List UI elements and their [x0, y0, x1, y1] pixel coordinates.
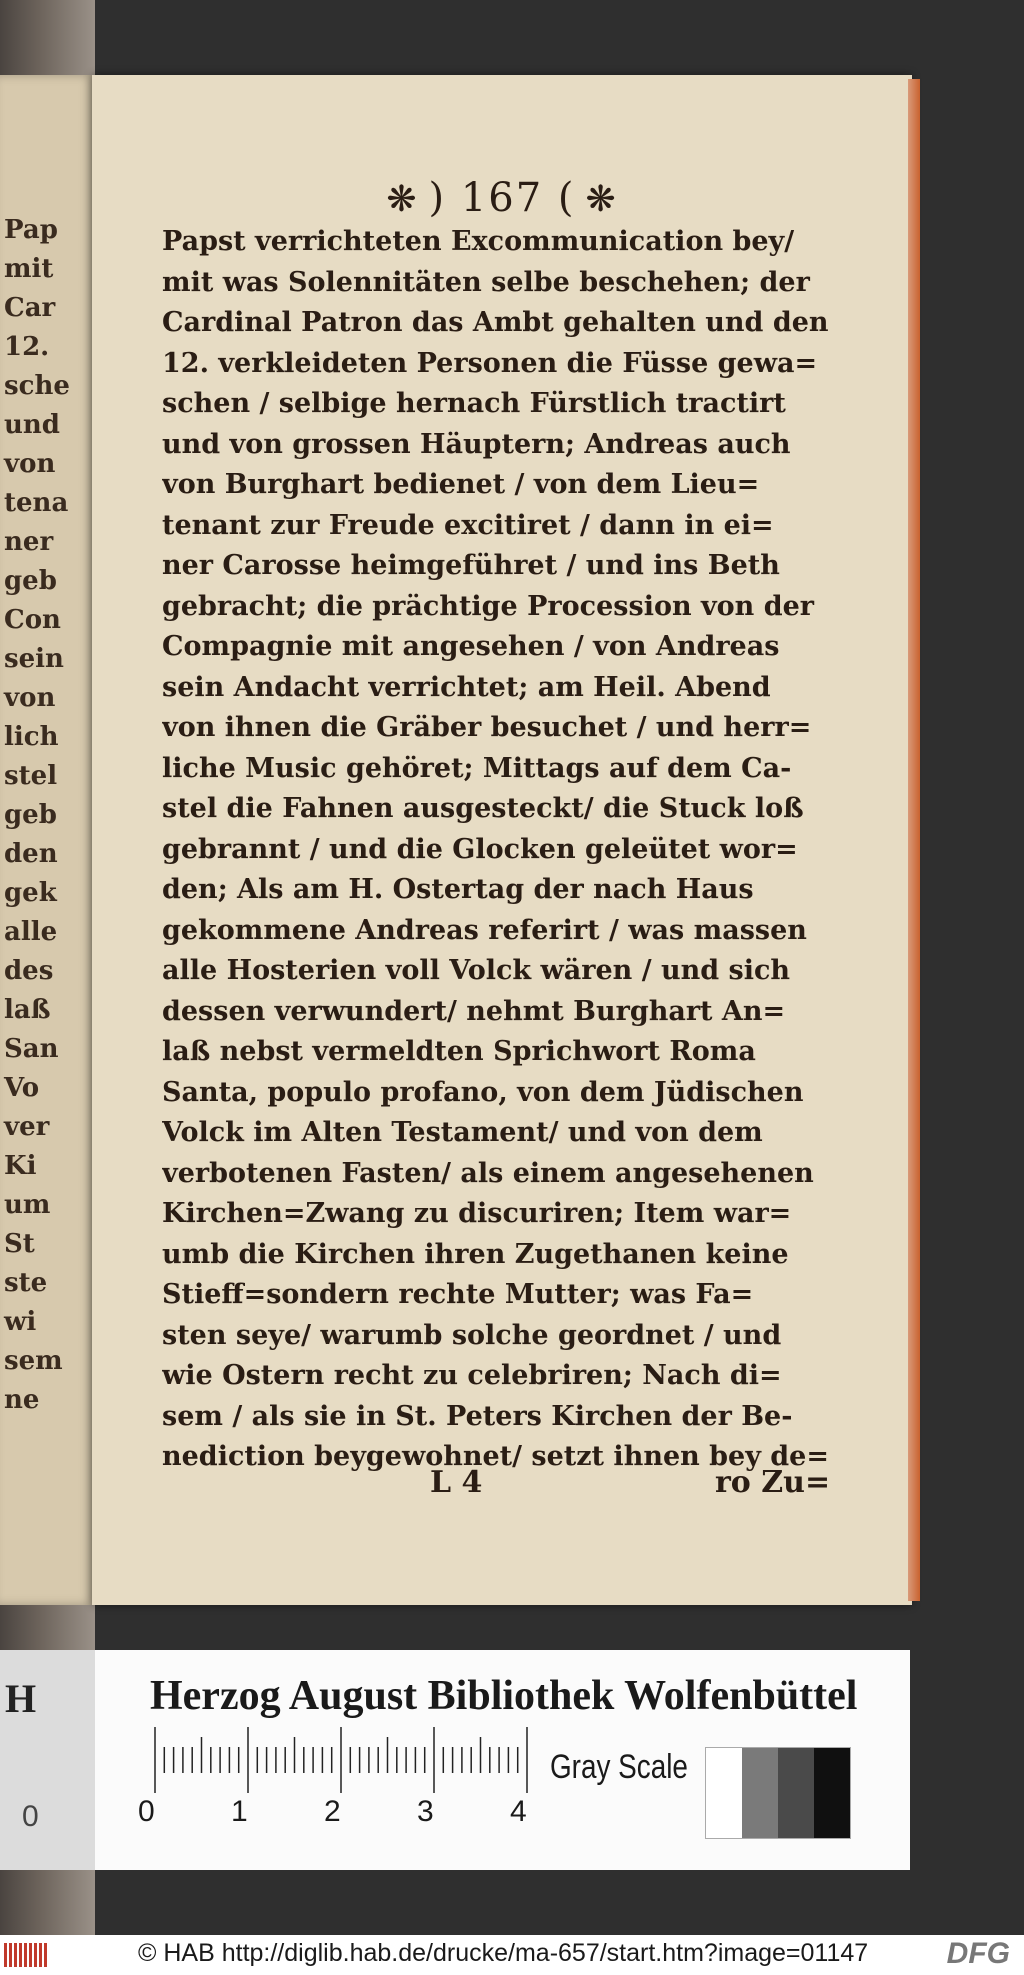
fragment-line: wi: [4, 1307, 37, 1337]
text-line: sein Andacht verrichtet; am Heil. Abend: [162, 671, 771, 703]
fragment-line: 12.: [4, 332, 50, 362]
text-line: mit was Solennitäten selbe beschehen; der: [162, 266, 810, 298]
fragment-line: stel: [4, 761, 58, 791]
fragment-line: den: [4, 839, 58, 869]
card-fragment-number: 0: [22, 1800, 39, 1833]
fragment-line: mit: [4, 254, 54, 284]
fragment-line: ste: [4, 1268, 48, 1298]
book-page: [92, 75, 912, 1605]
page-red-edge: [908, 79, 920, 1601]
color-card-fragment: [0, 1650, 95, 1870]
text-line: ner Carosse heimgeführet / und ins Beth: [162, 550, 780, 581]
fragment-line: Car: [4, 293, 56, 323]
text-line: von Burghart bedienet / von dem Lieu=: [162, 469, 760, 500]
text-line: und von grossen Häuptern; Andreas auch: [162, 428, 791, 460]
ruler-scale: [150, 1725, 530, 1795]
fragment-line: des: [4, 956, 54, 986]
fragment-line: laß: [4, 995, 51, 1025]
fragment-line: ner: [4, 527, 54, 557]
text-line: tenant zur Freude excitiret / dann in ei=: [162, 509, 774, 541]
page-number: ) 167 (: [428, 175, 576, 221]
logo-bar: [9, 1943, 12, 1967]
text-line: stel die Fahnen ausgesteckt/ die Stuck loß: [162, 793, 804, 824]
facing-page-text: [4, 211, 94, 1420]
text-line: Cardinal Patron das Ambt gehalten und den: [162, 307, 829, 338]
text-line: Volck im Alten Testament/ und von dem: [162, 1117, 763, 1148]
fragment-line: Con: [4, 605, 61, 635]
logo-bar: [4, 1943, 7, 1967]
fragment-line: lich: [4, 722, 59, 752]
text-line: nediction beygewohnet/ setzt ihnen bey de=: [162, 1441, 829, 1472]
footer-bar: [0, 1935, 1024, 1975]
text-line: Kirchen=Zwang zu discuriren; Item war=: [162, 1198, 792, 1229]
page-body-text: [162, 222, 830, 1478]
text-line: gebracht; die prächtige Procession von der: [162, 590, 814, 622]
gray-swatch: [706, 1748, 742, 1838]
text-line: Compagnie mit angesehen / von Andreas: [162, 631, 780, 662]
text-line: schen / selbige hernach Fürstlich tractirt: [162, 388, 786, 419]
gray-scale-swatches: [705, 1747, 851, 1839]
fragment-line: ne: [4, 1385, 40, 1415]
library-logo-icon: [2, 1940, 48, 1970]
color-reference-card: [95, 1650, 910, 1870]
fragment-line: sein: [4, 644, 64, 674]
dfg-logo: DFG: [946, 1937, 1010, 1970]
gray-swatch: [814, 1748, 850, 1838]
fragment-line: sche: [4, 371, 70, 401]
text-line: verbotenen Fasten/ als einem angesehenen: [162, 1157, 814, 1189]
fragment-line: ver: [4, 1112, 50, 1142]
fragment-line: und: [4, 410, 60, 440]
fragment-line: sem: [4, 1346, 63, 1376]
ruler-label: 2: [324, 1795, 341, 1828]
text-line: liche Music gehöret; Mittags auf dem Ca-: [162, 752, 792, 784]
signature-mark: L 4: [430, 1465, 483, 1500]
fragment-line: Pap: [4, 215, 58, 245]
fragment-line: San: [4, 1034, 59, 1064]
gray-scale-label: Gray Scale: [550, 1748, 688, 1786]
gray-swatch: [742, 1748, 778, 1838]
fragment-line: tena: [4, 488, 69, 518]
text-line: sten seye/ warumb solche geordnet / und: [162, 1319, 782, 1351]
fragment-line: geb: [4, 800, 57, 830]
text-line: den; Als am H. Ostertag der nach Haus: [162, 874, 754, 905]
logo-bar: [24, 1943, 27, 1967]
fragment-line: alle: [4, 917, 58, 947]
ruler-label: 3: [417, 1795, 434, 1828]
page-header: [92, 175, 912, 221]
text-line: gekommene Andreas referirt / was massen: [162, 914, 807, 946]
text-line: umb die Kirchen ihren Zugethanen keine: [162, 1238, 789, 1270]
gray-swatch: [778, 1748, 814, 1838]
ruler-label: 1: [231, 1795, 248, 1828]
text-line: Santa, populo profano, von dem Jüdischen: [162, 1076, 804, 1108]
ruler-label: 0: [138, 1795, 155, 1828]
card-fragment-letter: H: [5, 1676, 37, 1721]
text-line: wie Ostern recht zu celebriren; Nach di=: [162, 1360, 782, 1391]
logo-bar: [29, 1943, 32, 1967]
fragment-line: von: [4, 683, 56, 713]
facing-page-fragment: [0, 75, 95, 1605]
logo-bar: [44, 1943, 47, 1967]
logo-bar: [34, 1943, 37, 1967]
logo-bar: [14, 1943, 17, 1967]
ornament-left-icon: ❋: [386, 179, 419, 220]
text-line: von ihnen die Gräber besuchet / und herr=: [162, 712, 812, 743]
text-line: sem / als sie in St. Peters Kirchen der Be-: [162, 1400, 793, 1432]
fragment-line: um: [4, 1190, 51, 1220]
card-title: Herzog August Bibliothek Wolfenbüttel: [150, 1673, 858, 1719]
text-line: Stieff=sondern rechte Mutter; was Fa=: [162, 1279, 754, 1310]
text-line: 12. verkleideten Personen die Füsse gewa=: [162, 347, 818, 379]
text-line: Papst verrichteten Excommunication bey/: [162, 226, 795, 257]
fragment-line: St: [4, 1229, 35, 1259]
catchword: ro Zu=: [715, 1465, 831, 1500]
fragment-line: geb: [4, 566, 57, 596]
text-line: alle Hosterien voll Volck wären / und sich: [162, 955, 791, 986]
fragment-line: von: [4, 449, 56, 479]
fragment-line: Vo: [4, 1073, 40, 1103]
footer-credit: © HAB http://diglib.hab.de/drucke/ma-657/start.htm?image=01147: [138, 1939, 869, 1967]
text-line: gebrannt / und die Glocken geleütet wor=: [162, 833, 798, 865]
ruler-label: 4: [510, 1795, 527, 1828]
ornament-right-icon: ❋: [585, 179, 618, 220]
text-line: laß nebst vermeldten Sprichwort Roma: [162, 1036, 756, 1067]
fragment-line: Ki: [4, 1151, 37, 1181]
text-line: dessen verwundert/ nehmt Burghart An=: [162, 995, 786, 1027]
fragment-line: gek: [4, 878, 57, 908]
logo-bar: [39, 1943, 42, 1967]
logo-bar: [19, 1943, 22, 1967]
